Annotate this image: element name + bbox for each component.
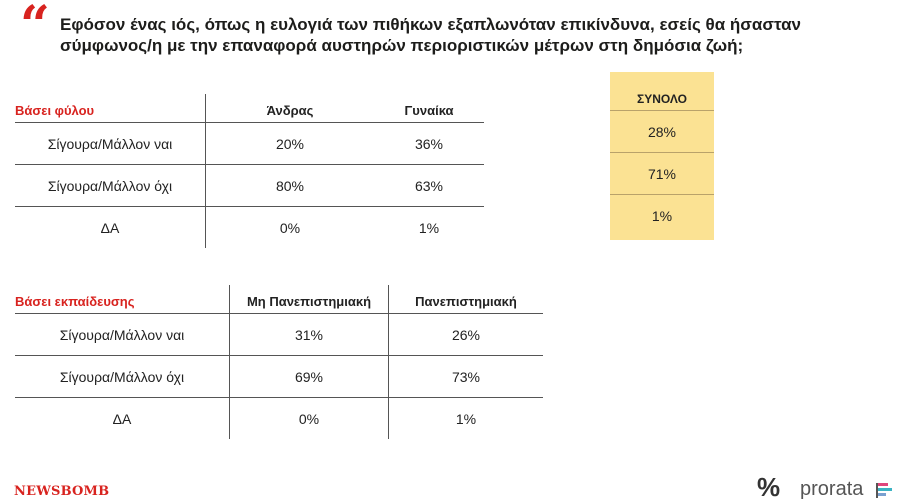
total-value: 71% [610,152,714,194]
cell-value: 26% [389,314,544,356]
total-box [610,72,714,240]
percent-icon: % [757,472,781,502]
cell-value: 63% [374,165,484,207]
cell-value: 20% [206,123,375,165]
total-header: ΣΥΝΟΛΟ [637,92,687,106]
cell-value: 1% [374,207,484,249]
prorata-bars-icon [876,483,894,499]
table-row [15,356,543,398]
total-value: 1% [610,194,714,236]
table-row [15,165,484,207]
row-label: Σίγουρα/Μάλλον ναι [15,314,230,356]
cell-value: 0% [206,207,375,249]
gender-section-label: Βάσει φύλου [15,103,95,118]
education-section-label: Βάσει εκπαίδευσης [15,294,135,309]
row-label: ΔΑ [15,398,230,440]
prorata-logo: prorata [800,478,864,500]
quote-mark-icon: “ [20,0,50,56]
row-label: Σίγουρα/Μάλλον όχι [15,356,230,398]
table-row [15,207,484,249]
cell-value: 69% [230,356,389,398]
cell-value: 1% [389,398,544,440]
row-label: Σίγουρα/Μάλλον όχι [15,165,206,207]
cell-value: 73% [389,356,544,398]
question-text: Εφόσον ένας ιός, όπως η ευλογιά των πιθήκων εξαπλωνόταν επικίνδυνα, εσείς θα ήσασταν σύμφωνος/η με την επαναφορά αυστηρών περιοριστικών μέτρων στη δημόσια ζωή; [60,15,801,55]
col-header-university: Πανεπιστημιακή [389,285,544,314]
table-row [15,398,543,440]
row-label: ΔΑ [15,207,206,249]
cell-value: 0% [230,398,389,440]
education-table [15,285,543,439]
row-label: Σίγουρα/Μάλλον ναι [15,123,206,165]
cell-value: 31% [230,314,389,356]
col-header-non-university: Μη Πανεπιστημιακή [230,285,389,314]
cell-value: 36% [374,123,484,165]
cell-value: 80% [206,165,375,207]
col-header-male: Άνδρας [206,94,375,123]
newsbomb-logo: NEWSBOMB [14,484,110,499]
total-value: 28% [610,110,714,152]
col-header-female: Γυναίκα [404,103,454,118]
table-row [15,123,484,165]
table-row [15,314,543,356]
gender-table [15,94,484,248]
